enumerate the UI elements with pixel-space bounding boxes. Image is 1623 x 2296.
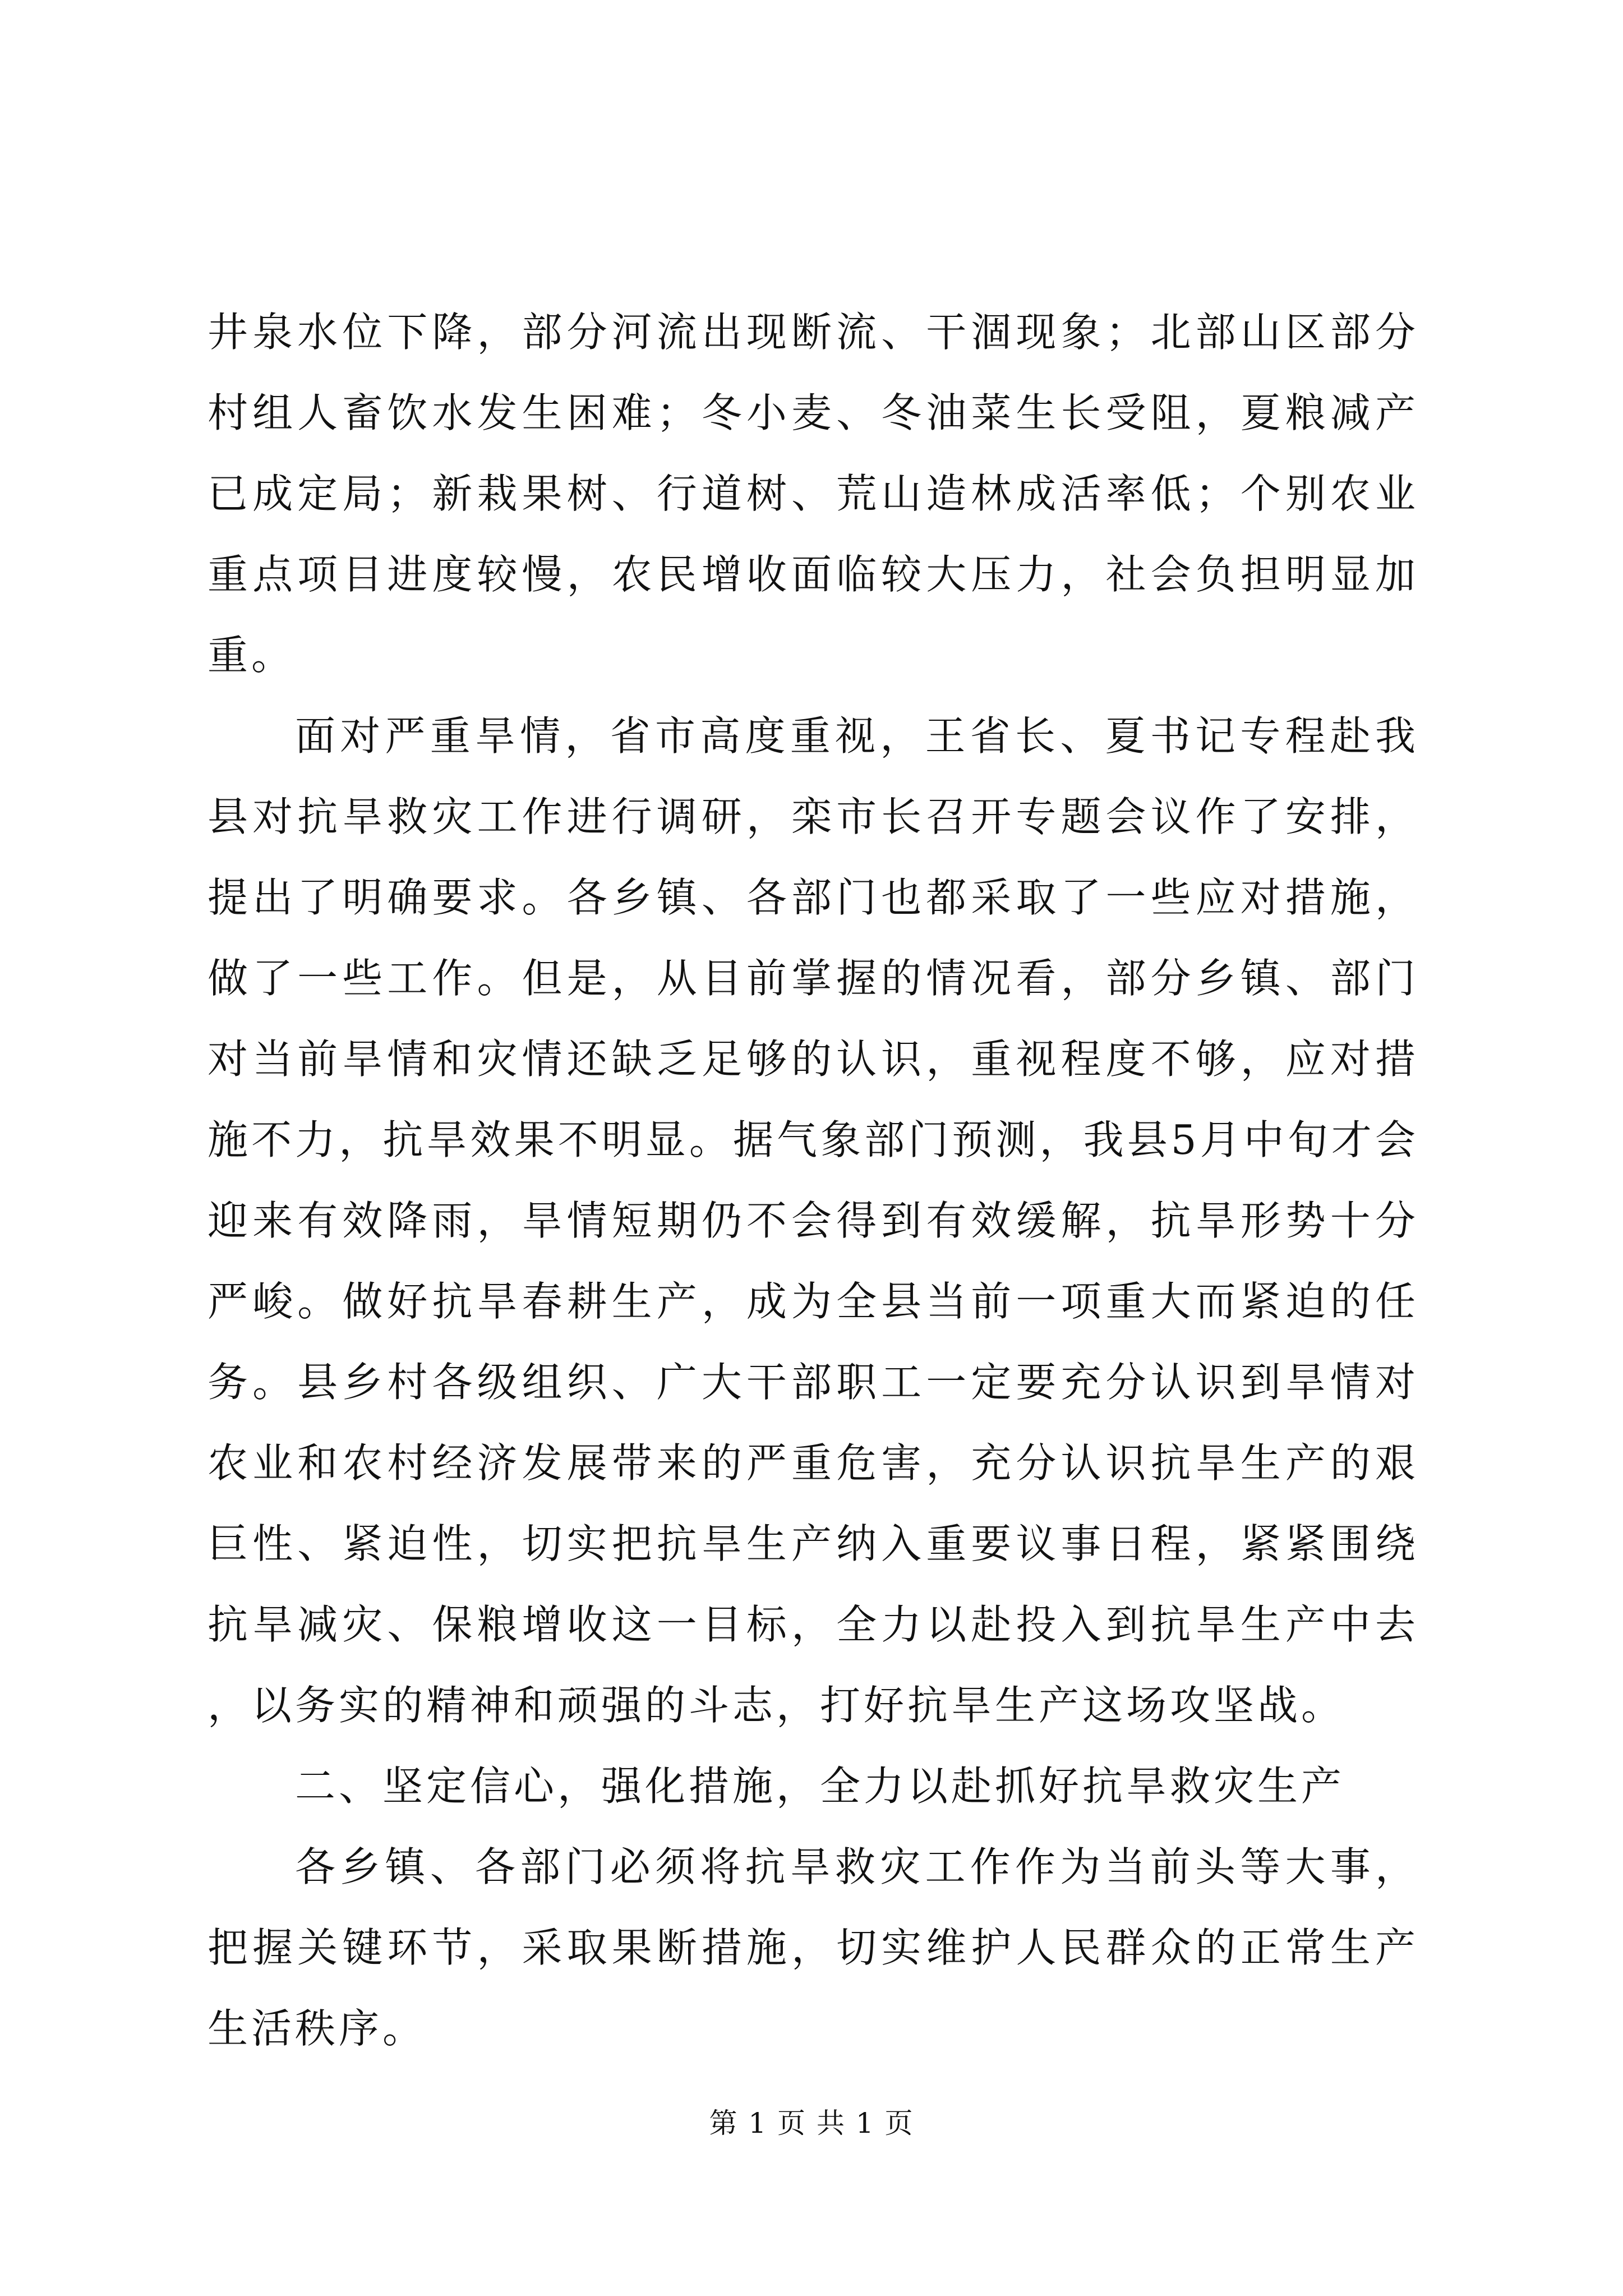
document-body <box>208 292 1419 2069</box>
page-number-footer: 第 1 页 共 1 页 <box>709 2107 914 2139</box>
paragraph-drought-situation: 面对严重旱情，省市高度重视，王省长、夏书记专程赴我县对抗旱救灾工作进行调研，栾市长召开专题会议作了安排，提出了明确要求。各乡镇、各部门也都采取了一些应对措施，做了一些工作。但是，从目前掌握的情况看，部分乡镇、部门对当前旱情和灾情还缺乏足够的认识，重视程度不够，应对措施不力，抗旱效果不明显。据气象部门预测，我县5月中旬才会迎来有效降雨，旱情短期仍不会得到有效缓解，抗旱形势十分严峻。做好抗旱春耕生产，成为全县当前一项重大而紧迫的任务。县乡村各级组织、广大干部职工一定要充分认识到旱情对农业和农村经济发展带来的严重危害，充分认识抗旱生产的艰巨性、紧迫性，切实把抗旱生产纳入重要议事日程，紧紧围绕抗旱减灾、保粮增收这一目标，全力以赴投入到抗旱生产中去，以务实的精神和顽强的斗志，打好抗旱生产这场攻坚战。 <box>208 712 1419 1729</box>
section-heading: 二、坚定信心，强化措施，全力以赴抓好抗旱救灾生产 <box>295 1763 1345 1810</box>
paragraph-measures: 各乡镇、各部门必须将抗旱救灾工作作为当前头等大事，把握关键环节，采取果断措施，切实维护人民群众的正常生产生活秩序。 <box>208 1843 1419 2052</box>
paragraph-continuation: 井泉水位下降，部分河流出现断流、干涸现象；北部山区部分村组人畜饮水发生困难；冬小麦、冬油菜生长受阻，夏粮减产已成定局；新栽果树、行道树、荒山造林成活率低；个别农业重点项目进度较慢，农民增收面临较大压力，社会负担明显加重。 <box>208 309 1419 679</box>
